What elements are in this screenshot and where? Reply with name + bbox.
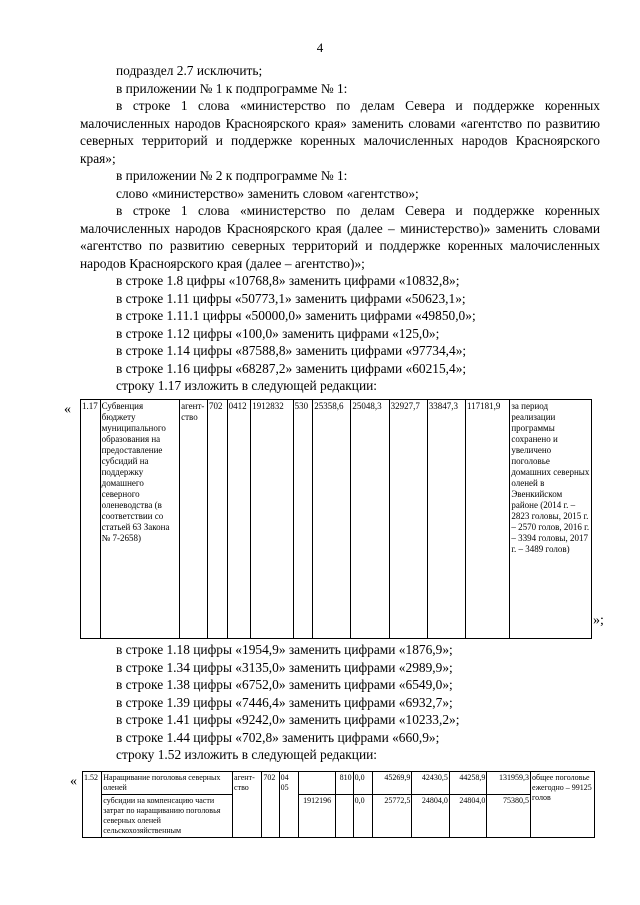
code-cell: 04 05 <box>279 772 298 838</box>
quote-open: « <box>70 774 77 789</box>
paragraph: строку 1.52 изложить в следующей редакции: <box>116 747 377 762</box>
code-cell: 530 <box>293 400 313 639</box>
code-cell: 0412 <box>227 400 251 639</box>
paragraph: в строке 1.11.1 цифры «50000,0» заменить цифрами «49850,0»; <box>116 308 476 323</box>
code-cell: 702 <box>207 400 227 639</box>
value-cell: 32927,7 <box>389 400 427 639</box>
table-row <box>83 772 595 795</box>
code-cell: 1912196 <box>298 795 336 838</box>
table-row <box>83 795 595 838</box>
value-cell: 131959,3 <box>487 772 531 795</box>
paragraph: в строке 1.34 цифры «3135,0» заменить цифрами «2989,9»; <box>116 659 453 675</box>
value-cell: 44258,9 <box>449 772 487 795</box>
value-cell: 33847,3 <box>427 400 465 639</box>
value-cell: 25048,3 <box>351 400 389 639</box>
value-cell: 117181,9 <box>465 400 509 639</box>
code-cell: 702 <box>262 772 279 838</box>
value-cell: 24804,0 <box>449 795 487 838</box>
paragraph: в приложении № 2 к подпрограмме № 1: <box>116 168 348 183</box>
result-cell: за период реализации программы сохранено и увеличено поголовье домашних северных оленей в Эвенкийском районе (2014 г. – 2823 головы, 2015 г. – 2570 голов, 2016 г. – 3394 головы, 2017 г. – 3489 голов) <box>510 400 592 639</box>
paragraph: строку 1.17 изложить в следующей редакции: <box>116 378 377 393</box>
value-cell: 0,0 <box>353 795 372 838</box>
table-row-1-17 <box>80 399 592 639</box>
paragraph: в строке 1.44 цифры «702,8» заменить цифрами «660,9»; <box>116 729 440 745</box>
measure-name: Наращивание поголовья северных оленей <box>102 772 233 795</box>
value-cell: 25772,5 <box>372 795 412 838</box>
paragraph: в строке 1.41 цифры «9242,0» заменить цифрами «10233,2»; <box>116 712 460 727</box>
paragraph: в строке 1.14 цифры «87588,8» заменить цифрами «97734,4»; <box>116 343 467 358</box>
quote-close: »; <box>593 613 604 628</box>
table-row-1-52 <box>82 771 595 838</box>
value-cell: 45269,9 <box>372 772 412 795</box>
value-cell: 42430,5 <box>412 772 450 795</box>
text-block-top <box>80 62 600 395</box>
paragraph: подраздел 2.7 исключить; <box>116 63 263 78</box>
page-number: 4 <box>316 40 324 55</box>
paragraph: в строке 1.38 цифры «6752,0» заменить цифрами «6549,0»; <box>116 677 453 692</box>
paragraph: в приложении № 1 к подпрограмме № 1: <box>116 80 348 96</box>
code-cell <box>336 795 353 838</box>
paragraph: в строке 1.8 цифры «10768,8» заменить цифрами «10832,8»; <box>116 273 460 288</box>
measure-name: субсидии на компенсацию части затрат по наращиванию поголовья северных оленей сельскохозяйственным <box>102 795 233 838</box>
paragraph: в строке 1.39 цифры «7446,4» заменить цифрами «6932,7»; <box>116 694 453 710</box>
paragraph: в строке 1.11 цифры «50773,1» заменить цифрами «50623,1»; <box>116 290 466 306</box>
code-cell: 810 <box>336 772 353 795</box>
text-block-bottom <box>80 641 600 764</box>
value-cell: 75380,5 <box>487 795 531 838</box>
measure-name: Субвенция бюджету муниципального образования на предоставление субсидий на поддержку домашнего северного оленеводства (в соответствии со статьей 63 Закона № 7-2658) <box>100 400 179 639</box>
value-cell: 25358,6 <box>313 400 351 639</box>
row-number: 1.17 <box>81 400 101 639</box>
paragraph: в строке 1.18 цифры «1954,9» заменить цифрами «1876,9»; <box>116 642 453 657</box>
paragraph: в строке 1 слова «министерство по делам Севера и поддержке коренных малочисленных народов Красноярского края» заменить словами «агентство по развитию северных территорий и поддержке коренных малочисленных народов Красноярского края»; <box>80 98 600 166</box>
row-number: 1.52 <box>83 772 102 838</box>
code-cell <box>298 772 336 795</box>
grbs-cell: агент-ство <box>180 400 208 639</box>
table-row <box>81 400 592 639</box>
paragraph: в строке 1.16 цифры «68287,2» заменить цифрами «60215,4»; <box>116 360 467 376</box>
paragraph: в строке 1.12 цифры «100,0» заменить цифрами «125,0»; <box>116 325 440 341</box>
code-cell: 1912832 <box>251 400 293 639</box>
value-cell: 0,0 <box>353 772 372 795</box>
paragraph: в строке 1 слова «министерство по делам Севера и поддержке коренных малочисленных народов Красноярского края (далее – министерство)» заменить словами «агентство по развитию северных территорий и поддержке коренных малочисленных народов Красноярского края (далее – агентство)»; <box>80 203 600 271</box>
grbs-cell: агент-ство <box>233 772 262 838</box>
result-cell: общее поголовье ежегодно – 99125 голов <box>531 772 595 838</box>
paragraph: слово «министерство» заменить словом «агентство»; <box>116 185 419 201</box>
quote-open: « <box>64 402 71 417</box>
value-cell: 24804,0 <box>412 795 450 838</box>
